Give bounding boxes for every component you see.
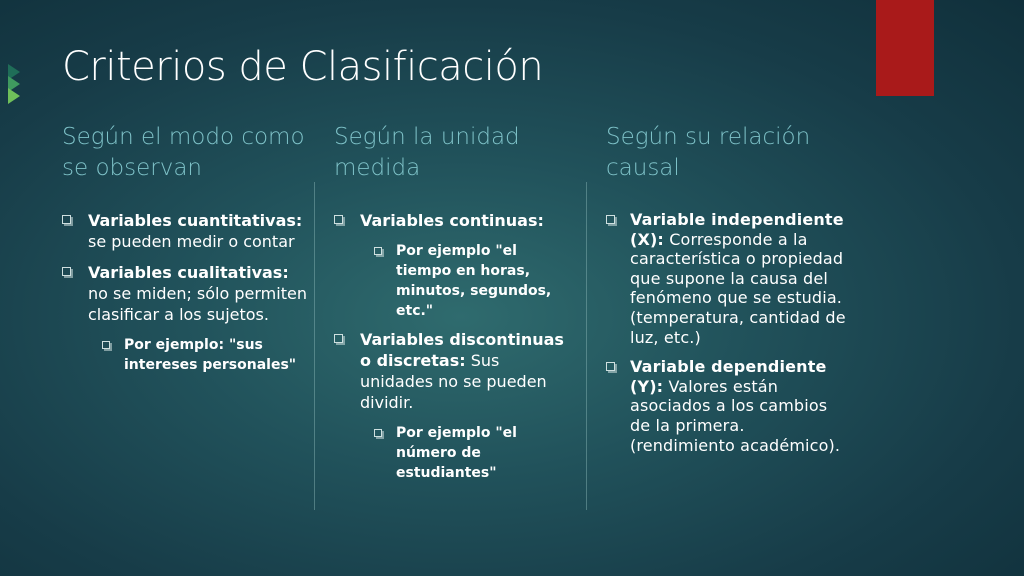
term-description: se pueden medir o contar [88, 232, 295, 251]
square-bullet-icon [334, 334, 343, 343]
column-heading: Según la unidad medida [334, 124, 520, 181]
square-bullet-icon [334, 215, 343, 224]
list-item [334, 210, 569, 231]
square-bullet-icon [62, 267, 71, 276]
list-item [334, 329, 569, 413]
square-bullet-icon [374, 429, 382, 437]
example-text: Por ejemplo "el número de estudiantes" [396, 425, 517, 481]
term-description: no se miden; sólo permiten clasificar a los sujetos. [88, 284, 307, 324]
square-bullet-icon [62, 215, 71, 224]
term-label: Variables continuas: [360, 211, 544, 230]
column-divider [586, 182, 587, 510]
term-description: Valores están asociados a los cambios de la primera. (rendimiento académico). [630, 376, 841, 455]
square-bullet-icon [102, 341, 110, 349]
arrow-decoration-icon [8, 88, 20, 104]
slide-title: Criterios de Clasificación [62, 44, 544, 90]
example-text: Por ejemplo "el tiempo en horas, minutos, segundos, etc." [396, 243, 552, 319]
column-divider [314, 182, 315, 510]
accent-tab [876, 0, 934, 96]
term-description: Corresponde a la característica o propiedad que supone la causa del fenómeno que se estudia. (temperatura, cantidad de luz, etc.) [630, 229, 846, 347]
list-item [62, 210, 307, 252]
example-text: Por ejemplo: "sus intereses personales" [124, 337, 297, 373]
square-bullet-icon [606, 362, 615, 371]
term-label: Variable dependiente (Y): [630, 357, 827, 396]
list-item [606, 357, 846, 455]
sub-list-item [372, 241, 569, 321]
square-bullet-icon [374, 247, 382, 255]
bullet-list [62, 210, 307, 375]
term-label: Variables discontinuas o discretas: [360, 330, 564, 370]
term-label: Variables cuantitativas: [88, 211, 303, 230]
list-item [606, 210, 846, 347]
column-heading: Según su relación causal [606, 124, 811, 181]
sub-list-item [372, 423, 569, 483]
term-description: Sus unidades no se pueden dividir. [360, 351, 547, 412]
bullet-list [606, 210, 846, 455]
term-label: Variables cualitativas: [88, 263, 289, 282]
term-label: Variable independiente (X): [630, 210, 844, 249]
column-unit [334, 122, 569, 491]
sub-list-item [100, 335, 307, 375]
square-bullet-icon [606, 215, 615, 224]
list-item [62, 262, 307, 325]
bullet-list [334, 210, 569, 483]
column-observation [62, 122, 307, 383]
column-heading: Según el modo como se observan [62, 124, 305, 181]
column-causal [606, 122, 846, 465]
